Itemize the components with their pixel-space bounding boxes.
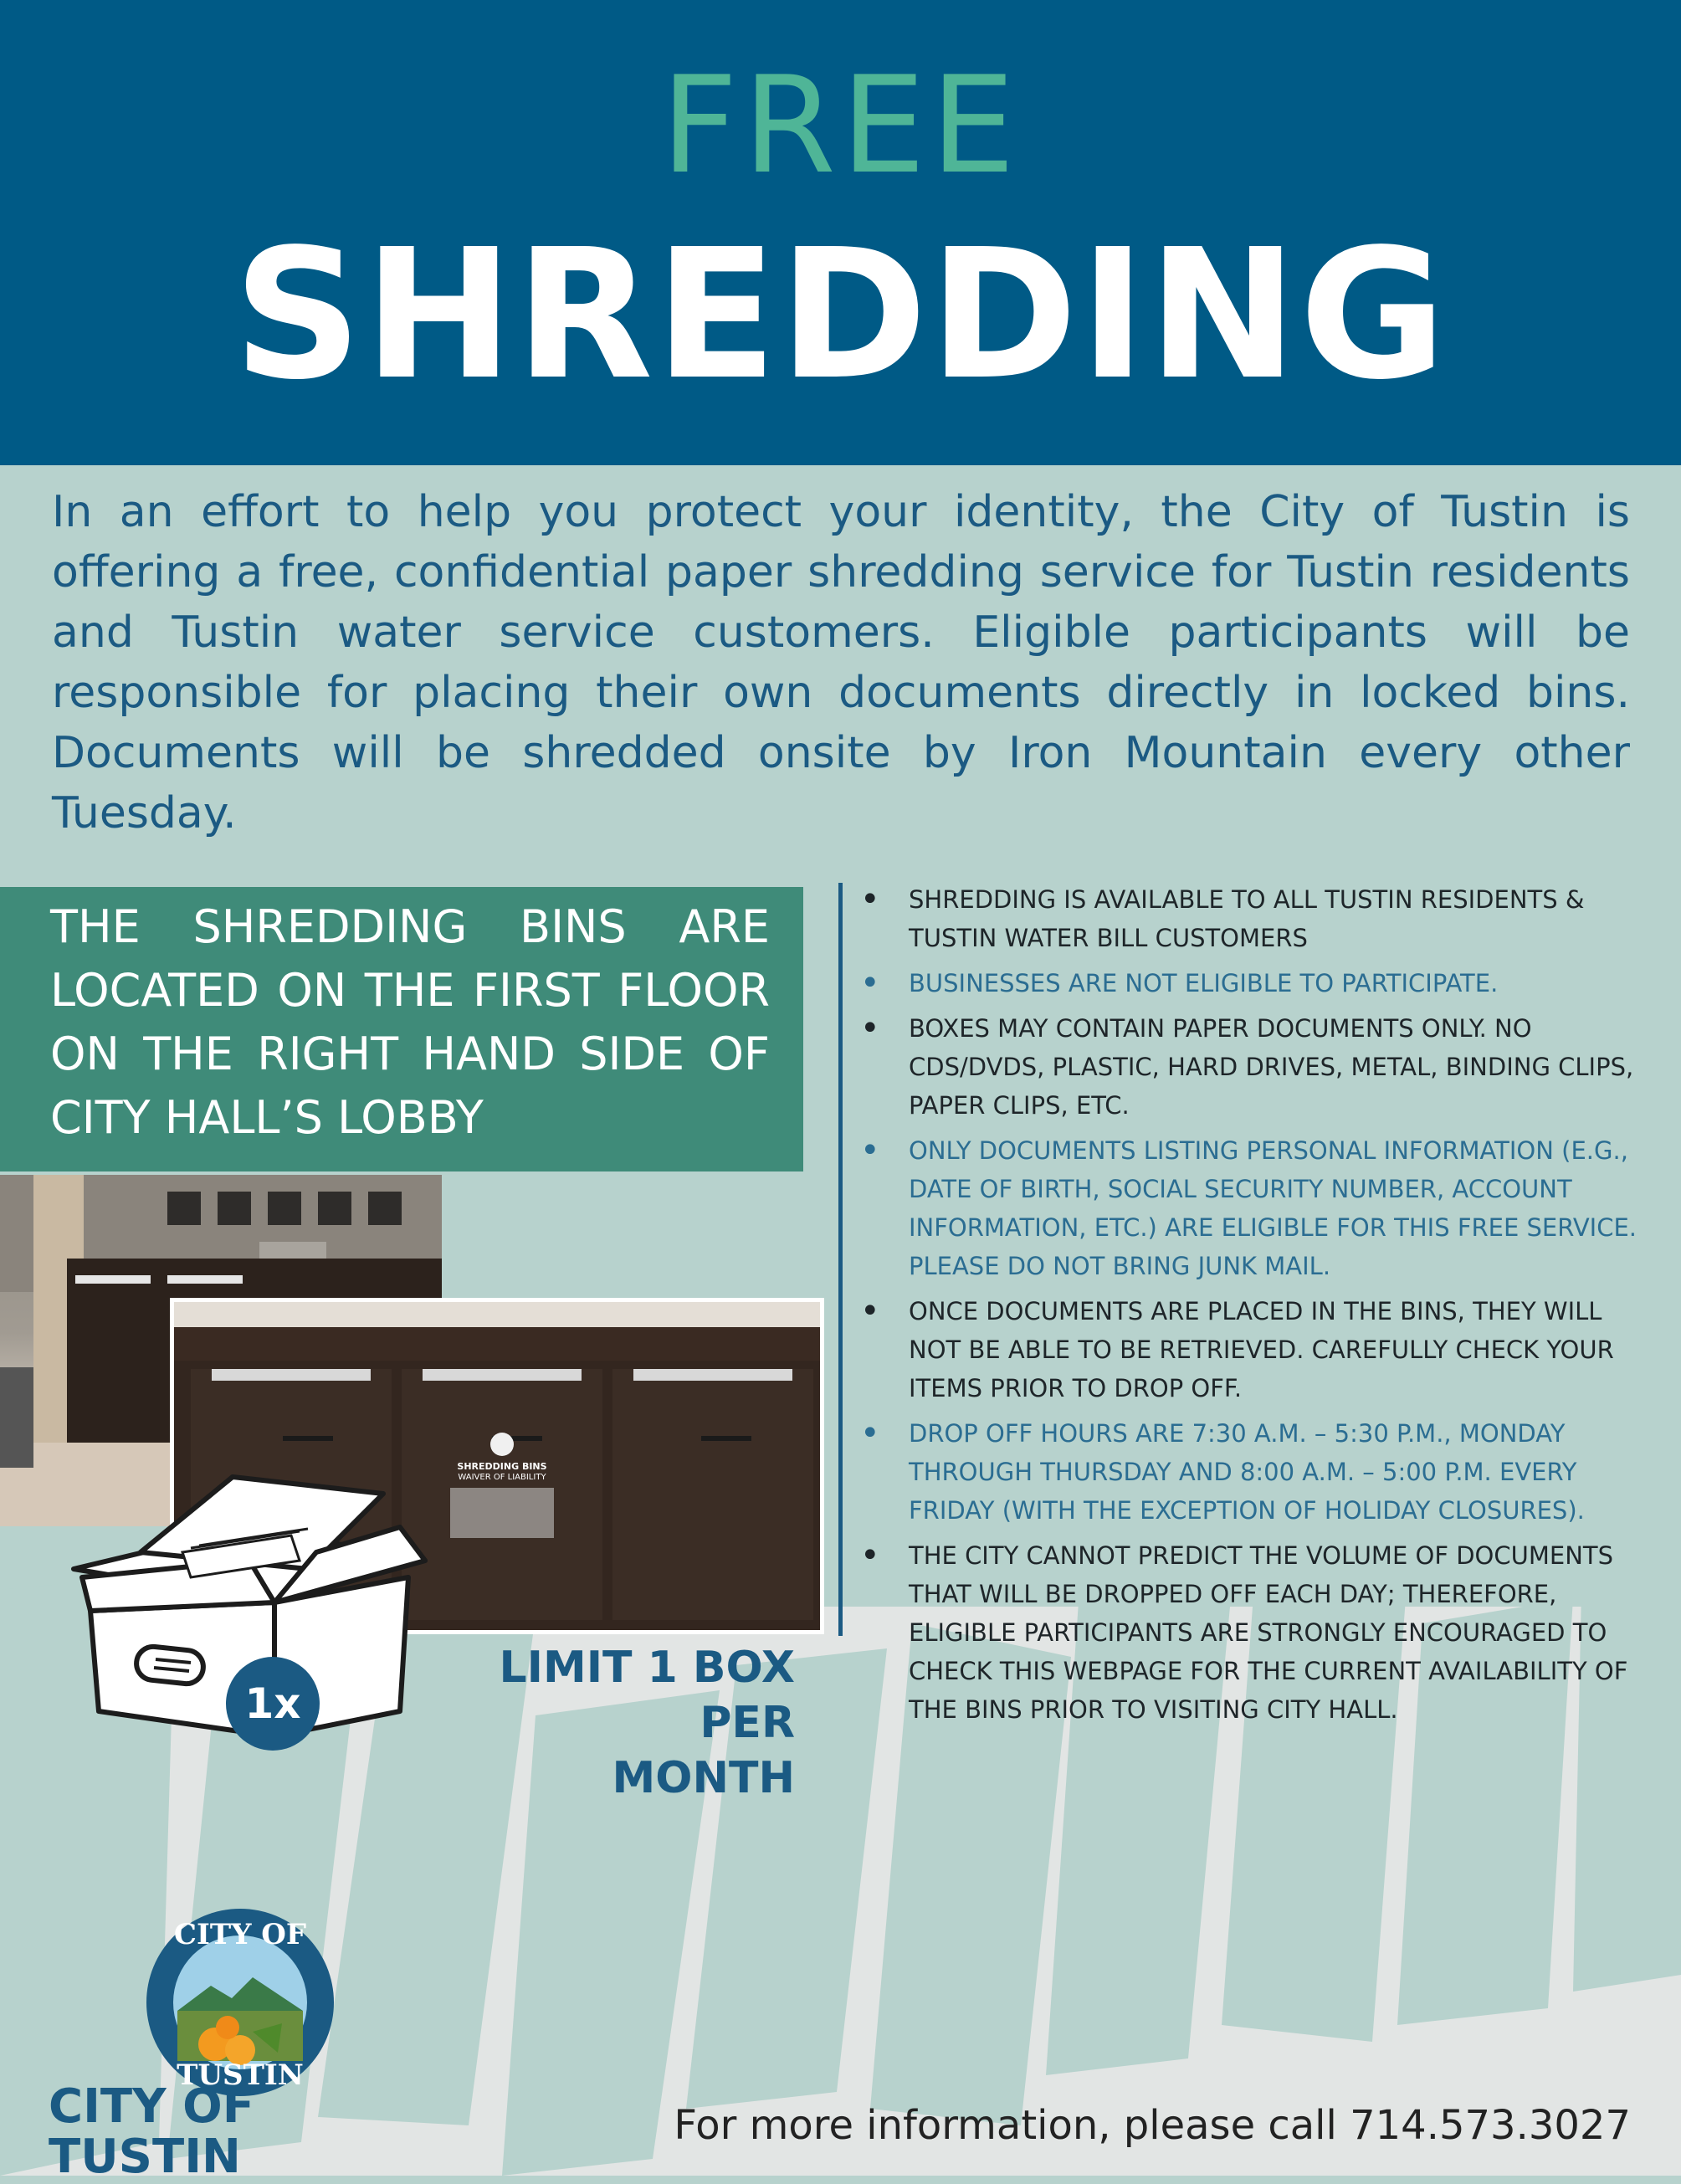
seal-bottom-text: TUSTIN — [177, 2058, 304, 2092]
list-item: • BUSINESSES ARE NOT ELIGIBLE TO PARTICIPATE. — [860, 964, 1647, 1002]
header-banner — [0, 0, 1681, 465]
limit-line-2: MONTH — [612, 1753, 795, 1803]
list-item: • ONCE DOCUMENTS ARE PLACED IN THE BINS, THEY WILL NOT BE ABLE TO BE RETRIEVED. CAREFULLY CHECK YOUR ITEMS PRIOR TO DROP OFF. — [860, 1292, 1647, 1407]
title-shredding: SHREDDING — [233, 211, 1448, 419]
contact-info: For more information, please call 714.573.3027 — [674, 2102, 1631, 2149]
list-item: • BOXES MAY CONTAIN PAPER DOCUMENTS ONLY. NO CDS/DVDS, PLASTIC, HARD DRIVES, METAL, BINDING CLIPS, PAPER CLIPS, ETC. — [860, 1009, 1647, 1125]
limit-badge: 1x — [226, 1657, 320, 1751]
bin-label-subtitle: WAIVER OF LIABILITY — [458, 1473, 546, 1482]
list-item: • ONLY DOCUMENTS LISTING PERSONAL INFORMATION (E.G., DATE OF BIRTH, SOCIAL SECURITY NUMBER, ACCOUNT INFORMATION, ETC.) ARE ELIGIBLE FOR THIS FREE SERVICE. PLEASE DO NOT BRING JUNK MAIL. — [860, 1131, 1647, 1285]
limit-text — [393, 1640, 795, 1806]
column-divider — [838, 883, 843, 1636]
location-text: THE SHREDDING BINS ARE LOCATED ON THE FIRST FLOOR ON THE RIGHT HAND SIDE OF CITY HALL’S LOBBY — [50, 900, 770, 1144]
limit-line-1: LIMIT 1 BOX PER — [499, 1643, 795, 1748]
list-item: • DROP OFF HOURS ARE 7:30 A.M. – 5:30 P.M., MONDAY THROUGH THURSDAY AND 8:00 A.M. – 5:00 P.M. EVERY FRIDAY (WITH THE EXCEPTION OF HOLIDAY CLOSURES). — [860, 1414, 1647, 1530]
seal-top-text: CITY OF — [173, 1918, 307, 1951]
city-name: CITY OF TUSTIN — [49, 2079, 255, 2184]
title-free: FREE — [660, 47, 1021, 203]
list-item: • THE CITY CANNOT PREDICT THE VOLUME OF DOCUMENTS THAT WILL BE DROPPED OFF EACH DAY; THEREFORE, ELIGIBLE PARTICIPANTS ARE STRONGLY ENCOURAGED TO CHECK THIS WEBPAGE FOR THE CURRENT AVAILABILITY OF THE BINS PRIOR TO VISITING CITY HALL. — [860, 1536, 1647, 1729]
list-item: • SHREDDING IS AVAILABLE TO ALL TUSTIN RESIDENTS & TUSTIN WATER BILL CUSTOMERS — [860, 880, 1647, 957]
intro-paragraph: In an effort to help you protect your identity, the City of Tustin is offering a free, confidential paper shredding service for Tustin residents and Tustin water service customers. Eligible participants will be responsible for placing their own documents directly in locked bins. Documents will be shredded onsite by Iron Mountain every other Tuesday. — [52, 487, 1630, 838]
bin-label-title: SHREDDING BINS — [457, 1461, 547, 1472]
rules-list — [860, 880, 1647, 1735]
